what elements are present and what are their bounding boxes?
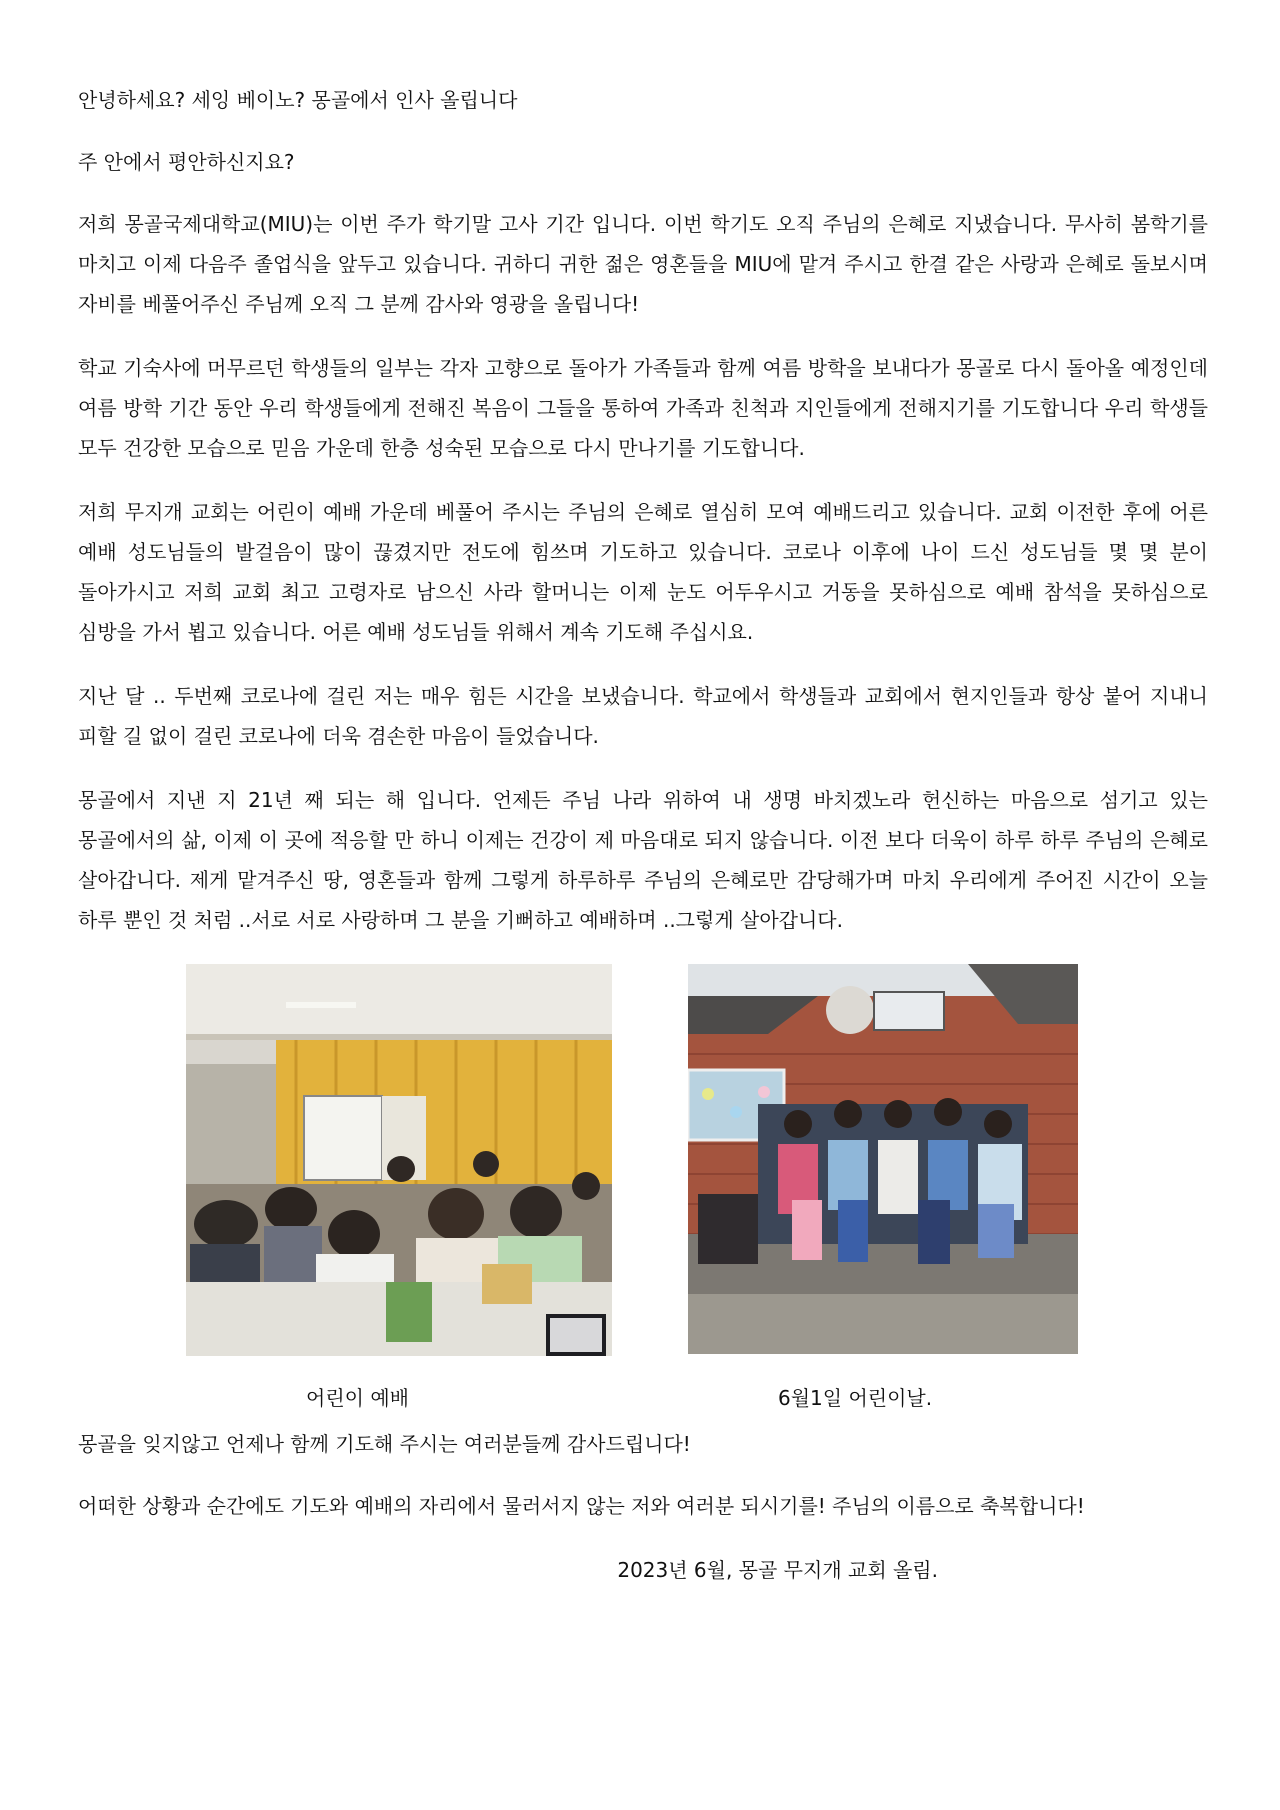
photo-caption-right: 6월1일 어린이날. [778, 1386, 933, 1410]
paragraph-covid: 지난 달 .. 두번째 코로나에 걸린 저는 매우 힘든 시간을 보냈습니다. 학교에서 학생들과 교회에서 현지인들과 항상 붙어 지내니 피할 길 없이 걸린 코로나에 더욱 겸손한 마음이 들었습니다. [78, 684, 1208, 748]
blessing-line: 어떠한 상황과 순간에도 기도와 예배의 자리에서 물러서지 않는 저와 여러분 되시기를! 주님의 이름으로 축복합니다! [78, 1494, 1085, 1518]
signoff-line: 2023년 6월, 몽골 무지개 교회 올림. [617, 1558, 938, 1582]
childrens-worship-photo [186, 964, 612, 1356]
paragraph-church: 저희 무지개 교회는 어린이 예배 가운데 베풀어 주시는 주님의 은혜로 열심히 모여 예배드리고 있습니다. 교회 이전한 후에 어른 예배 성도님들의 발걸음이 많이 끊겼지만 전도에 힘쓰며 기도하고 있습니다. 코로나 이후에 나이 드신 성도님들 몇 몇 분이 돌아가시고 저희 교회 최고 고령자로 남으신 사라 할머니는 이제 눈도 어두우시고 거동을 못하심으로 예배 참석을 못하심으로 심방을 가서 뵙고 있습니다. 어른 예배 성도님들 위해서 계속 기도해 주십시요. [78, 500, 1208, 644]
paragraph-students: 학교 기숙사에 머무르던 학생들의 일부는 각자 고향으로 돌아가 가족들과 함께 여름 방학을 보내다가 몽골로 다시 돌아올 예정인데 여름 방학 기간 동안 우리 학생들에게 전해진 복음이 그들을 통하여 가족과 친척과 지인들에게 전해지기를 기도합니다 우리 학생들 모두 건강한 모습으로 믿음 가운데 한층 성숙된 모습으로 다시 만나기를 기도합니다. [78, 356, 1208, 460]
letter-body [78, 80, 1208, 1590]
photo-caption-left: 어린이 예배 [306, 1386, 409, 1410]
photo-section [78, 964, 1208, 1424]
greeting-line: 안녕하세요? 세잉 베이노? 몽골에서 인사 올립니다 [78, 88, 518, 112]
peace-line: 주 안에서 평안하신지요? [78, 150, 295, 174]
thanks-line: 몽골을 잊지않고 언제나 함께 기도해 주시는 여러분들께 감사드립니다! [78, 1432, 691, 1456]
childrens-day-photo [688, 964, 1078, 1354]
paragraph-life: 몽골에서 지낸 지 21년 째 되는 해 입니다. 언제든 주님 나라 위하여 내 생명 바치겠노라 헌신하는 마음으로 섬기고 있는 몽골에서의 삶, 이제 이 곳에 적응할 만 하니 이제는 건강이 제 마음대로 되지 않습니다. 이전 보다 더욱이 하루 하루 주님의 은혜로 살아갑니다. 제게 맡겨주신 땅, 영혼들과 함께 그렇게 하루하루 주님의 은혜로만 감당해가며 마치 우리에게 주어진 시간이 오늘 하루 뿐인 것 처럼 ..서로 서로 사랑하며 그 분을 기뻐하고 예배하며 ..그렇게 살아갑니다. [78, 788, 1208, 932]
paragraph-university: 저희 몽골국제대학교(MIU)는 이번 주가 학기말 고사 기간 입니다. 이번 학기도 오직 주님의 은혜로 지냈습니다. 무사히 봄학기를 마치고 이제 다음주 졸업식을 앞두고 있습니다. 귀하디 귀한 젊은 영혼들을 MIU에 맡겨 주시고 한결 같은 사랑과 은혜로 돌보시며 자비를 베풀어주신 주님께 오직 그 분께 감사와 영광을 올립니다! [78, 212, 1208, 316]
